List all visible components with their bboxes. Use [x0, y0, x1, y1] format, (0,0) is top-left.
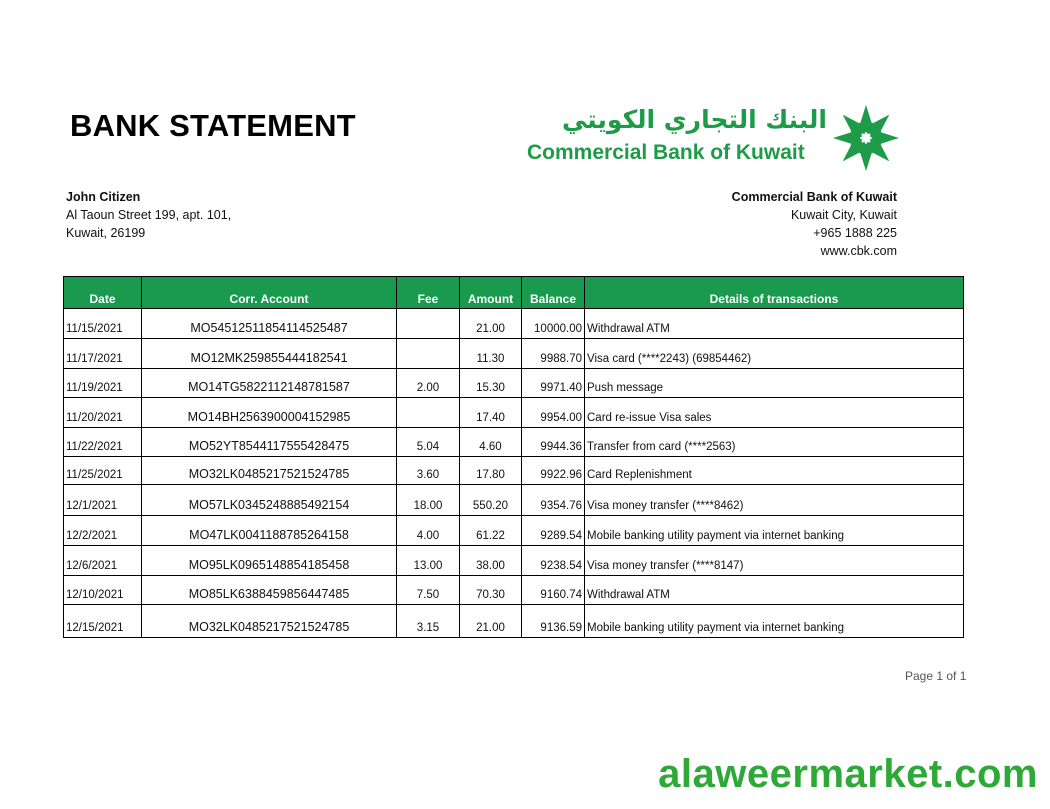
cell-account: MO32LK0485217521524785 — [142, 605, 397, 638]
cell-account: MO12MK259855444182541 — [142, 339, 397, 369]
column-header-balance: Balance — [522, 277, 585, 309]
customer-address-line1: Al Taoun Street 199, apt. 101, — [66, 208, 232, 222]
cell-balance: 9136.59 — [522, 605, 585, 638]
website-watermark: alaweermarket.com — [658, 752, 1038, 796]
cell-date: 11/15/2021 — [64, 309, 142, 339]
customer-name: John Citizen — [66, 190, 141, 204]
column-header-date: Date — [64, 277, 142, 309]
cell-details: Mobile banking utility payment via internet banking — [585, 516, 964, 546]
cell-fee: 4.00 — [397, 516, 460, 546]
cell-amount: 61.22 — [460, 516, 522, 546]
bank-phone: +965 1888 225 — [813, 226, 897, 240]
table-row — [64, 546, 964, 576]
cell-balance: 9971.40 — [522, 369, 585, 398]
customer-address-line2: Kuwait, 26199 — [66, 226, 146, 240]
cell-account: MO32LK0485217521524785 — [142, 457, 397, 485]
cell-balance: 9944.36 — [522, 428, 585, 457]
cell-amount: 21.00 — [460, 309, 522, 339]
cell-amount: 70.30 — [460, 576, 522, 605]
star-logo-icon — [832, 104, 900, 172]
cell-balance: 9354.76 — [522, 485, 585, 516]
column-header-details: Details of transactions — [585, 277, 964, 309]
customer-address-block — [66, 188, 231, 242]
cell-fee: 3.60 — [397, 457, 460, 485]
cell-details: Withdrawal ATM — [585, 576, 964, 605]
cell-date: 11/19/2021 — [64, 369, 142, 398]
logo-english-text: Commercial Bank of Kuwait — [527, 141, 805, 164]
table-row — [64, 309, 964, 339]
cell-fee: 5.04 — [397, 428, 460, 457]
cell-fee — [397, 339, 460, 369]
cell-details: Visa money transfer (****8147) — [585, 546, 964, 576]
cell-balance: 9238.54 — [522, 546, 585, 576]
cell-fee — [397, 309, 460, 339]
cell-details: Visa card (****2243) (69854462) — [585, 339, 964, 369]
cell-amount: 15.30 — [460, 369, 522, 398]
cell-amount: 11.30 — [460, 339, 522, 369]
cell-amount: 550.20 — [460, 485, 522, 516]
cell-details: Visa money transfer (****8462) — [585, 485, 964, 516]
cell-account: MO14BH2563900004152985 — [142, 398, 397, 428]
cell-fee — [397, 398, 460, 428]
cell-fee: 3.15 — [397, 605, 460, 638]
table-row — [64, 605, 964, 638]
cell-amount: 21.00 — [460, 605, 522, 638]
table-row — [64, 339, 964, 369]
cell-account: MO47LK0041188785264158 — [142, 516, 397, 546]
cell-account: MO95LK0965148854185458 — [142, 546, 397, 576]
cell-account: MO52YT8544117555428475 — [142, 428, 397, 457]
page-number: Page 1 of 1 — [905, 669, 967, 683]
cell-balance: 9954.00 — [522, 398, 585, 428]
table-row — [64, 457, 964, 485]
column-header-amount: Amount — [460, 277, 522, 309]
cell-balance: 9988.70 — [522, 339, 585, 369]
table-row — [64, 369, 964, 398]
cell-amount: 17.40 — [460, 398, 522, 428]
table-row — [64, 428, 964, 457]
cell-fee: 18.00 — [397, 485, 460, 516]
cell-amount: 38.00 — [460, 546, 522, 576]
cell-balance: 9922.96 — [522, 457, 585, 485]
cell-amount: 4.60 — [460, 428, 522, 457]
cell-balance: 9160.74 — [522, 576, 585, 605]
cell-date: 12/1/2021 — [64, 485, 142, 516]
table-header-row — [64, 277, 964, 309]
table-row — [64, 485, 964, 516]
bank-address-block — [732, 188, 897, 260]
cell-details: Card Replenishment — [585, 457, 964, 485]
cell-details: Mobile banking utility payment via internet banking — [585, 605, 964, 638]
cell-account: MO57LK0345248885492154 — [142, 485, 397, 516]
cell-date: 12/15/2021 — [64, 605, 142, 638]
cell-fee: 2.00 — [397, 369, 460, 398]
cell-fee: 7.50 — [397, 576, 460, 605]
cell-details: Card re-issue Visa sales — [585, 398, 964, 428]
cell-account: MO54512511854114525487 — [142, 309, 397, 339]
cell-date: 11/20/2021 — [64, 398, 142, 428]
table-row — [64, 398, 964, 428]
cell-date: 11/22/2021 — [64, 428, 142, 457]
cell-details: Push message — [585, 369, 964, 398]
bank-city: Kuwait City, Kuwait — [790, 208, 897, 222]
cell-balance: 9289.54 — [522, 516, 585, 546]
column-header-account: Corr. Account — [142, 277, 397, 309]
cell-date: 12/10/2021 — [64, 576, 142, 605]
bank-logo — [525, 104, 905, 176]
bank-name: Commercial Bank of Kuwait — [731, 190, 897, 204]
cell-details: Transfer from card (****2563) — [585, 428, 964, 457]
cell-date: 12/2/2021 — [64, 516, 142, 546]
column-header-fee: Fee — [397, 277, 460, 309]
cell-details: Withdrawal ATM — [585, 309, 964, 339]
bank-website: www.cbk.com — [820, 244, 897, 258]
cell-date: 12/6/2021 — [64, 546, 142, 576]
table-row — [64, 516, 964, 546]
cell-date: 11/25/2021 — [64, 457, 142, 485]
transactions-table — [63, 276, 964, 638]
logo-arabic-text: البنك التجاري الكويتي — [562, 105, 827, 134]
cell-fee: 13.00 — [397, 546, 460, 576]
cell-date: 11/17/2021 — [64, 339, 142, 369]
cell-balance: 10000.00 — [522, 309, 585, 339]
cell-account: MO85LK6388459856447485 — [142, 576, 397, 605]
statement-title: BANK STATEMENT — [70, 108, 356, 143]
table-row — [64, 576, 964, 605]
cell-account: MO14TG5822112148781587 — [142, 369, 397, 398]
cell-amount: 17.80 — [460, 457, 522, 485]
